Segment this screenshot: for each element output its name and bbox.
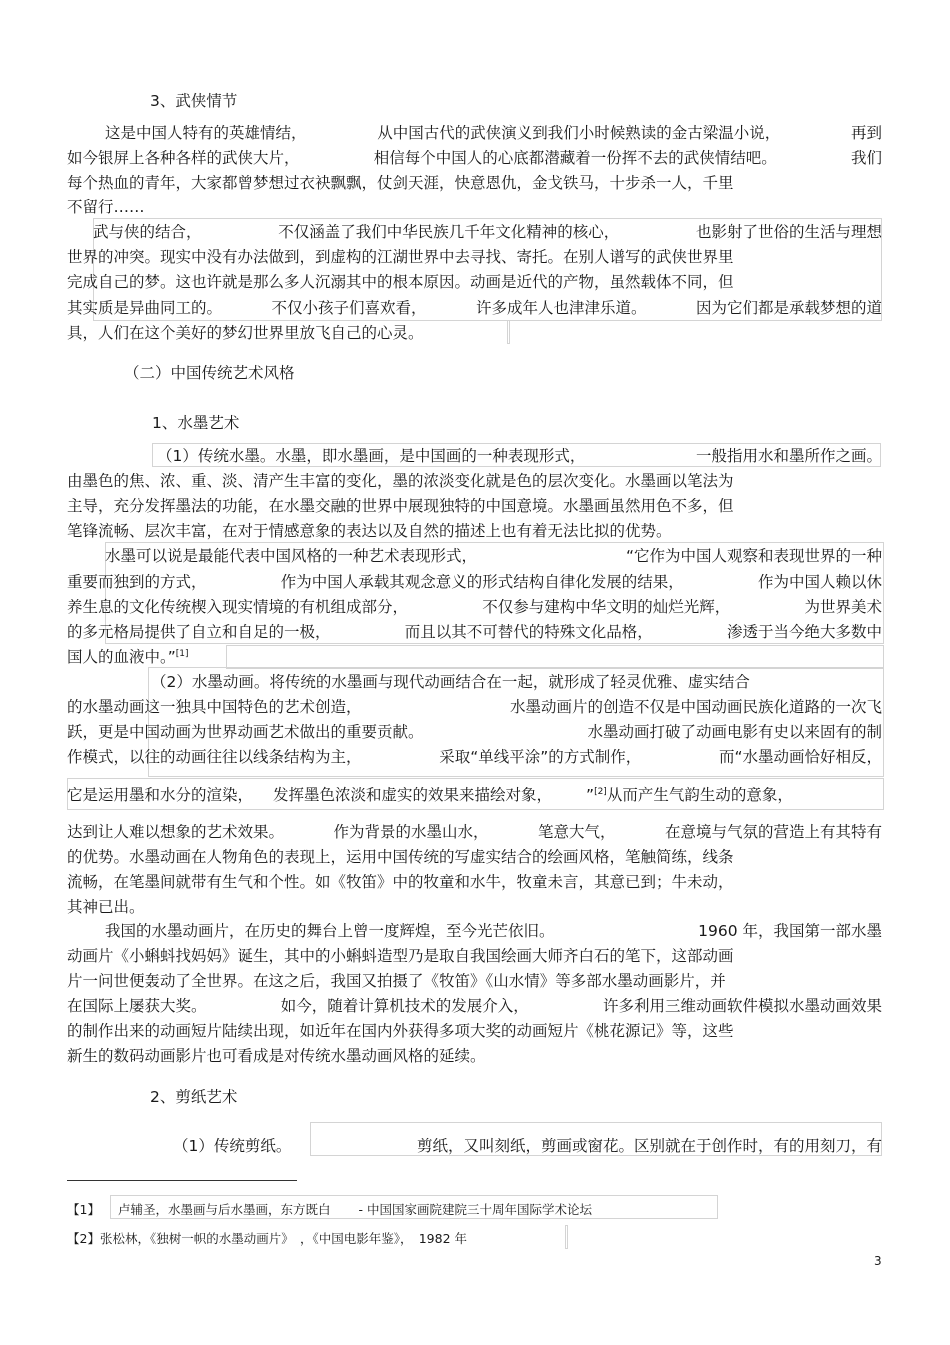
paragraph-line: 笔锋流畅、层次丰富，在对于情感意象的表达以及自然的描述上也有着无法比拟的优势。 bbox=[67, 522, 672, 540]
paragraph-line: 由墨色的焦、浓、重、淡、清产生丰富的变化，墨的浓淡变化就是色的层次变化。水墨画以笔法为 bbox=[67, 472, 734, 490]
paragraph-line: 跃，更是中国动画为世界动画艺术做出的重要贡献。 水墨动画打破了动画电影有史以来固有的制 bbox=[67, 723, 882, 741]
paragraph-line: 的多元格局提供了自立和自足的一极， 而且以其不可替代的特殊文化品格， 渗透于当今绝大多数中 bbox=[67, 623, 882, 641]
text-frame bbox=[565, 1225, 568, 1249]
paragraph-line: （1）传统水墨。水墨，即水墨画，是中国画的一种表现形式， 一般指用水和墨所作之画。 bbox=[157, 447, 882, 465]
paragraph-line: 动画片《小蝌蚪找妈妈》诞生，其中的小蝌蚪造型乃是取自我国绘画大师齐白石的笔下，这部动画 bbox=[67, 947, 734, 965]
paragraph-line: 其神已出。 bbox=[67, 898, 145, 916]
paragraph-line: 完成自己的梦。这也许就是那么多人沉溺其中的根本原因。动画是近代的产物，虽然载体不同，但 bbox=[67, 273, 734, 291]
paragraph-line: 养生息的文化传统楔入现实情境的有机组成部分， 不仅参与建构中华文明的灿烂光辉， 为世界美术 bbox=[67, 598, 882, 616]
footnote-rule bbox=[67, 1180, 297, 1181]
subsection-heading: 1、水墨艺术 bbox=[152, 414, 240, 432]
paragraph-line: 武与侠的结合， 不仅涵盖了我们中华民族几千年文化精神的核心， 也影射了世俗的生活与理想 bbox=[93, 223, 882, 241]
paragraph-line: 的水墨动画这一独具中国特色的艺术创造， 水墨动画片的创造不仅是中国动画民族化道路的一次飞 bbox=[67, 698, 882, 716]
paragraph-line: 片一问世便轰动了全世界。在这之后，我国又拍摄了《牧笛》《山水情》等多部水墨动画影片，并 bbox=[67, 972, 726, 990]
paragraph-line: 的制作出来的动画短片陆续出现，如近年在国内外获得多项大奖的动画短片《桃花源记》等，这些 bbox=[67, 1022, 734, 1040]
paragraph-line: 每个热血的青年，大家都曾梦想过衣袂飘飘，仗剑天涯，快意恩仇，金戈铁马，十步杀一人，千里 bbox=[67, 174, 734, 192]
paragraph-line: 主导，充分发挥墨法的功能，在水墨交融的世界中展现独特的中国意境。水墨画虽然用色不多，但 bbox=[67, 497, 734, 515]
paragraph-line: （2）水墨动画。将传统的水墨画与现代动画结合在一起，就形成了轻灵优雅、虚实结合 bbox=[151, 673, 750, 691]
page-number: 3 bbox=[874, 1254, 882, 1268]
paragraph-line: 这是中国人特有的英雄情结， 从中国古代的武侠演义到我们小时候熟读的金古梁温小说， 再到 bbox=[105, 124, 882, 142]
footnote-ref: [1] bbox=[175, 649, 189, 659]
footnote-2: 【2】张松林，《独树一帜的水墨动画片》 ，《中国电影年鉴》， 1982 年 bbox=[67, 1231, 467, 1246]
paragraph-line: 如今银屏上各种各样的武侠大片， 相信每个中国人的心底都潜藏着一份挥不去的武侠情结吧。 我们 bbox=[67, 149, 882, 167]
paragraph-line: 在国际上屡获大奖。 如今，随着计算机技术的发展介入， 许多利用三维动画软件模拟水墨动画效果 bbox=[67, 997, 882, 1015]
paragraph-line: 重要而独到的方式， 作为中国人承载其观念意义的形式结构自律化发展的结果， 作为中国人赖以休 bbox=[67, 573, 882, 591]
footnote-1: 【1】 卢辅圣，水墨画与后水墨画，东方既白 - 中国国家画院建院三十周年国际学术论坛 bbox=[67, 1202, 592, 1217]
subsection-heading: 2、剪纸艺术 bbox=[150, 1088, 238, 1106]
paragraph-line: 它是运用墨和水分的渲染， 发挥墨色浓淡和虚实的效果来描绘对象， ”[2]从而产生气韵生动的意象， bbox=[67, 786, 793, 804]
paragraph-line: 我国的水墨动画片，在历史的舞台上曾一度辉煌，至今光芒依旧。 1960 年，我国第一部水墨 bbox=[105, 922, 882, 940]
paragraph-line: （1）传统剪纸。 剪纸，又叫刻纸，剪画或窗花。区别就在于创作时，有的用刻刀，有 bbox=[173, 1137, 882, 1155]
paragraph-line: 国人的血液中。”[1] bbox=[67, 648, 189, 666]
paragraph-line: 世界的冲突。现实中没有办法做到，到虚构的江湖世界中去寻找、寄托。在别人谱写的武侠世界里 bbox=[67, 248, 734, 266]
section-heading: （二）中国传统艺术风格 bbox=[124, 364, 295, 382]
paragraph-line: 其实质是异曲同工的。 不仅小孩子们喜欢看， 许多成年人也津津乐道。 因为它们都是承载梦想的道 bbox=[67, 299, 882, 317]
paragraph-line: 作模式，以往的动画往往以线条结构为主， 采取“单线平涂”的方式制作， 而“水墨动画恰好相反， bbox=[67, 748, 882, 766]
paragraph-line: 达到让人难以想象的艺术效果。 作为背景的水墨山水， 笔意大气， 在意境与气氛的营造上有其特有 bbox=[67, 823, 882, 841]
footnote-ref: [2] bbox=[594, 787, 607, 797]
paragraph-line: 水墨可以说是最能代表中国风格的一种艺术表现形式， “它作为中国人观察和表现世界的一种 bbox=[105, 547, 882, 565]
paragraph-line: 不留行…… bbox=[67, 198, 145, 216]
section-heading: 3、武侠情节 bbox=[150, 92, 238, 110]
paragraph-line: 的优势。水墨动画在人物角色的表现上，运用中国传统的写虚实结合的绘画风格，笔触简练，线条 bbox=[67, 848, 734, 866]
paragraph-line: 流畅，在笔墨间就带有生气和个性。如《牧笛》中的牧童和水牛，牧童未言，其意已到；牛未动， bbox=[67, 873, 734, 891]
paragraph-line: 具，人们在这个美好的梦幻世界里放飞自己的心灵。 bbox=[67, 324, 424, 342]
paragraph-line: 新生的数码动画影片也可看成是对传统水墨动画风格的延续。 bbox=[67, 1047, 486, 1065]
